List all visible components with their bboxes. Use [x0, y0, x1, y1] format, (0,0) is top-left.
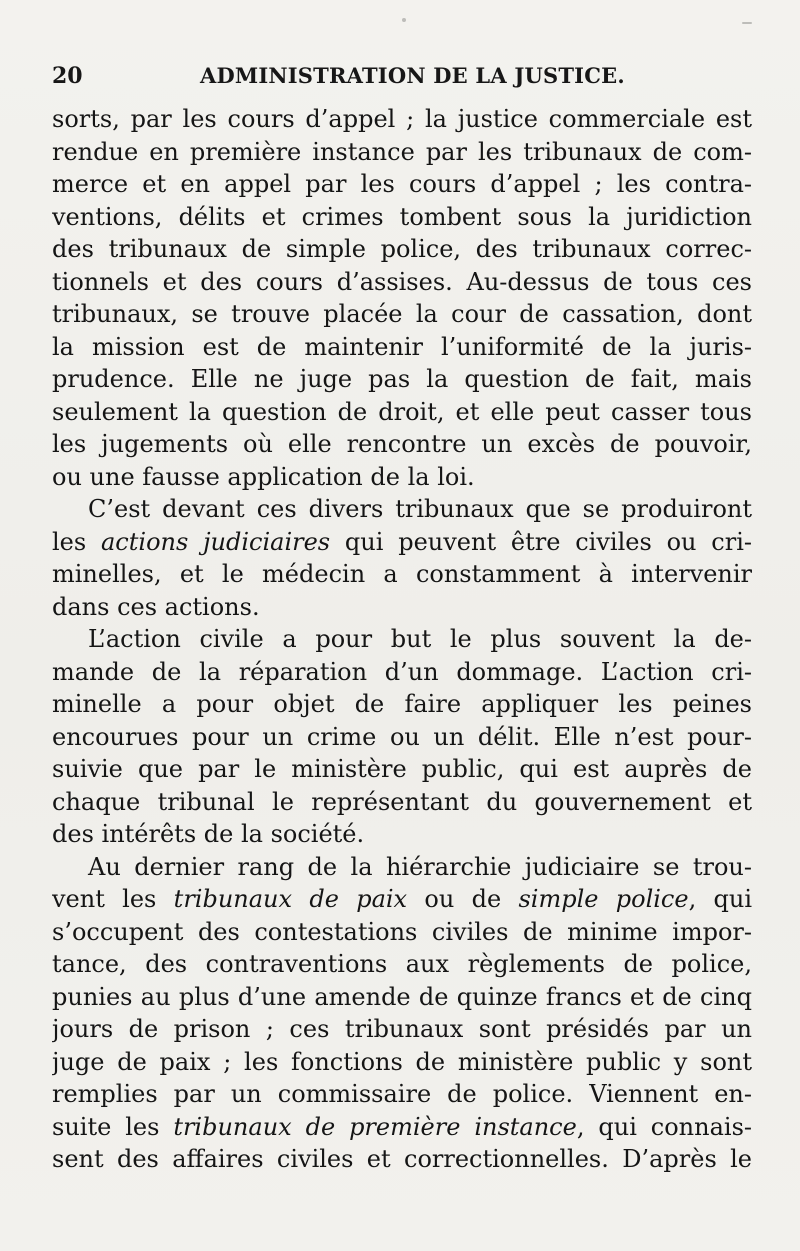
- italic-phrase: simple police: [518, 885, 689, 913]
- text-line: ou une fausse application de la loi.: [52, 462, 475, 491]
- text-line: [52, 493, 752, 526]
- text-segment: ou de: [407, 885, 519, 913]
- italic-phrase: tribunaux de paix: [173, 885, 408, 913]
- text-line: chaque tribunal le représentant du gouvernement et: [52, 787, 752, 816]
- text-segment: C’est devant ces divers tribunaux que se produiront: [88, 495, 752, 523]
- text-line: L’action civile a pour but le plus souvent la de-: [88, 625, 752, 653]
- text-line: la mission est de maintenir l’uniformité de la juris-: [52, 332, 752, 361]
- text-line: dans ces actions.: [52, 592, 260, 621]
- text-line: tance, des contraventions aux règlements de police,: [52, 950, 752, 978]
- text-line: s’occupent des contestations civiles de minime impor-: [52, 917, 752, 946]
- italic-phrase: tribunaux de première instance: [173, 1112, 577, 1141]
- running-head: ADMINISTRATION DE LA JUSTICE.: [200, 63, 625, 88]
- text-segment: , qui: [688, 885, 752, 913]
- text-line: des intérêts de la société.: [52, 820, 365, 848]
- text-line: tionnels et des cours d’assises. Au-dessus de tous ces: [52, 267, 752, 296]
- text-line: minelles, et le médecin a constamment à intervenir: [52, 560, 752, 588]
- text-line: les jugements où elle rencontre un excès de pouvoir,: [52, 430, 752, 458]
- text-line: ventions, délits et crimes tombent sous la juridiction: [52, 202, 752, 231]
- text-line: [52, 883, 752, 916]
- text-line: merce et en appel par les cours d’appel ; les contra-: [52, 170, 752, 198]
- text-line: juge de paix ; les fonctions de ministère public y sont: [52, 1047, 752, 1076]
- print-speck: [402, 18, 406, 22]
- text-line: tribunaux, se trouve placée la cour de cassation, dont: [52, 300, 752, 328]
- text-segment: les: [52, 527, 101, 556]
- body-text: [52, 103, 752, 1176]
- text-segment: suite les: [52, 1112, 174, 1141]
- text-line: Au dernier rang de la hiérarchie judiciaire se trou-: [88, 852, 752, 881]
- text-line: [52, 526, 752, 559]
- text-segment: vent les: [52, 885, 174, 913]
- text-line: jours de prison ; ces tribunaux sont présidés par un: [52, 1015, 752, 1043]
- print-speck: [742, 22, 752, 24]
- italic-phrase: actions judiciaires: [101, 527, 331, 556]
- text-line: punies au plus d’une amende de quinze francs et de cinq: [52, 982, 752, 1011]
- text-line: remplies par un commissaire de police. Viennent en-: [52, 1080, 752, 1108]
- text-segment: qui peuvent être civiles ou cri-: [330, 527, 752, 556]
- text-line: sent des affaires civiles et correctionnelles. D’après le: [52, 1145, 752, 1173]
- text-line: mande de la réparation d’un dommage. L’action cri-: [52, 657, 752, 686]
- text-segment: , qui connais-: [576, 1112, 752, 1141]
- page-header: [52, 56, 752, 96]
- text-line: encourues pour un crime ou un délit. Elle n’est pour-: [52, 722, 752, 751]
- text-line: minelle a pour objet de faire appliquer les peines: [52, 690, 752, 718]
- text-line: [52, 1111, 752, 1144]
- text-line: prudence. Elle ne juge pas la question de fait, mais: [52, 365, 752, 393]
- text-line: suivie que par le ministère public, qui est auprès de: [52, 755, 752, 783]
- page-number: 20: [52, 63, 83, 89]
- text-line: des tribunaux de simple police, des tribunaux correc-: [52, 235, 752, 263]
- text-line: sorts, par les cours d’appel ; la justice commerciale est: [52, 105, 752, 133]
- text-line: seulement la question de droit, et elle peut casser tous: [52, 397, 752, 426]
- text-line: rendue en première instance par les tribunaux de com-: [52, 137, 752, 166]
